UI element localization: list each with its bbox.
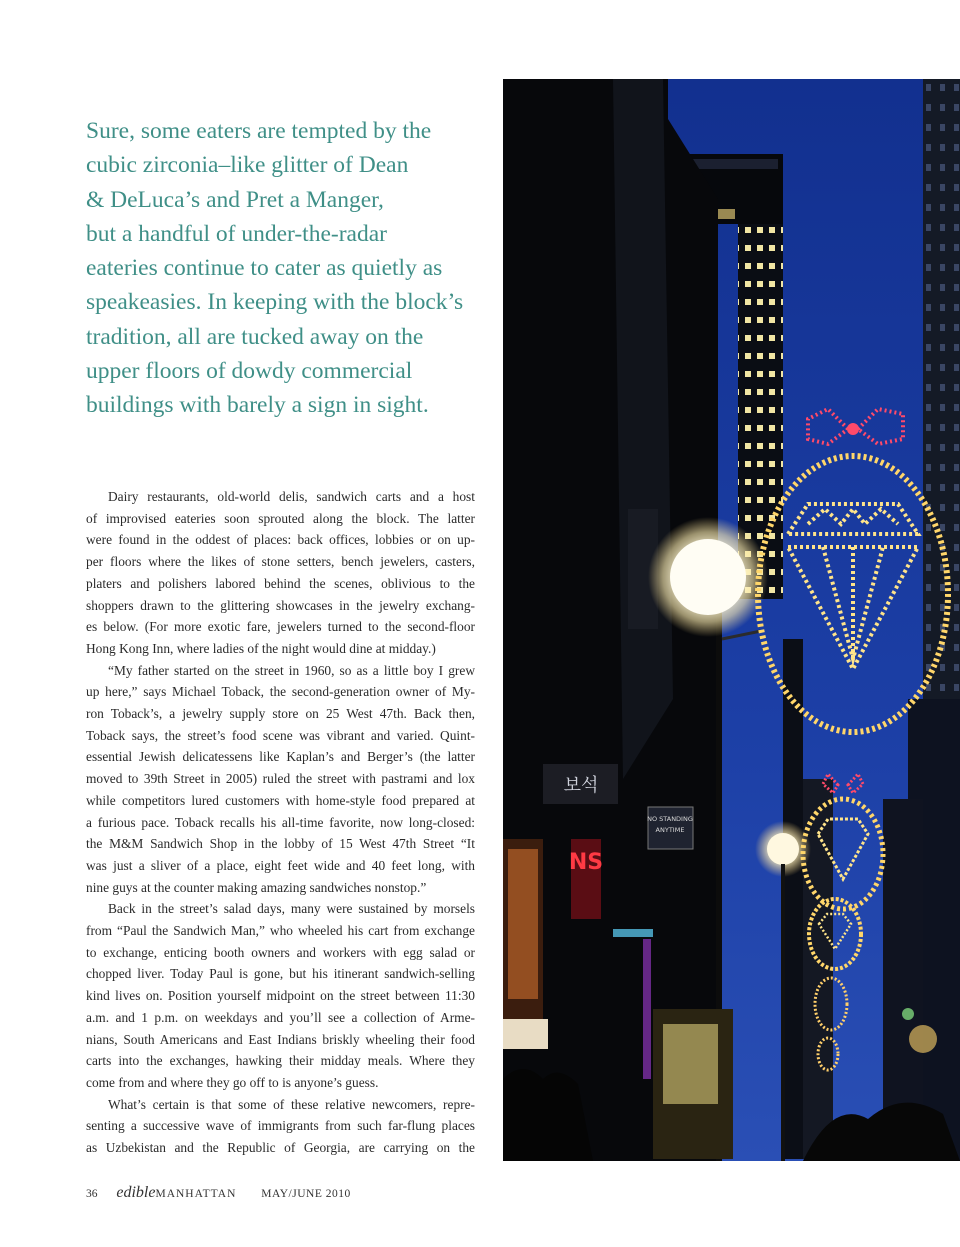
body-line: senting a successive wave of immigrants from such far-flung places (86, 1118, 475, 1134)
body-line: chopped liver. Today Paul is gone, but his itinerant sandwich-selling (86, 966, 475, 982)
page-footer (86, 1184, 351, 1202)
body-line: as Uzbekistan and the Republic of Georgia, are carrying on the (86, 1140, 475, 1156)
no-standing-text: NO STANDING (647, 815, 693, 823)
pull-quote-line: cubic zirconia–like glitter of Dean (86, 152, 409, 179)
body-line: Hong Kong Inn, where ladies of the night would dine at midday.) (86, 640, 436, 656)
body-line: up here,” says Michael Toback, the second-generation owner of My- (86, 684, 475, 700)
body-line: platers and polishers labored behind the scenes, oblivious to the (86, 575, 475, 591)
body-line: moved to 39th Street in 2005) ruled the street with pastrami and lox (86, 771, 475, 787)
street-lamp (670, 539, 746, 615)
pull-quote-line: tradition, all are tucked away on the (86, 323, 424, 350)
pull-quote (86, 114, 478, 423)
body-line: ron Toback’s, a jewelry supply store on 25 West 47th. Back then, (86, 706, 475, 722)
body-line: “My father started on the street in 1960, so as a little boy I grew (108, 662, 475, 678)
pull-quote-line: speakeasies. In keeping with the block’s (86, 289, 464, 316)
body-line: What’s certain is that some of these relative newcomers, repre- (108, 1096, 475, 1112)
street-photo (503, 79, 960, 1161)
pull-quote-line: Sure, some eaters are tempted by the (86, 118, 432, 144)
pull-quote-line: but a handful of under-the-radar (86, 220, 387, 247)
page-number: 36 (86, 1188, 98, 1200)
pull-quote-line: buildings with barely a sign in sight. (86, 392, 429, 419)
body-line: kind lives on. Position yourself midpoint on the street between 11:30 (86, 988, 475, 1004)
body-line: Back in the street’s salad days, many were sustained by morsels (108, 901, 475, 917)
body-line: nine guys at the counter making amazing sandwiches nonstop.” (86, 879, 427, 895)
body-line: from “Paul the Sandwich Man,” who wheeled his cart from exchange (86, 923, 475, 939)
body-line: Toback says, the street’s food scene was vibrant and varied. Quint- (86, 727, 475, 743)
body-line: of improvised eateries soon sprouted along the block. The latter (86, 510, 475, 526)
body-line: shoppers drawn to the glittering showcases in the jewelry exchang- (86, 597, 475, 613)
korean-sign-text: 보석 (563, 775, 599, 796)
red-neon-text: NS (568, 850, 604, 875)
body-line: es below. (For more exotic fare, jewelers turned to the second-floor (86, 619, 475, 635)
magazine-logo-script: edible (116, 1184, 156, 1201)
body-line: was just a sliver of a place, eight feet wide and 40 feet long, with (86, 857, 475, 873)
body-line: come from and where they go off to is anyone’s guess. (86, 1074, 379, 1090)
magazine-logo-name: MANHATTAN (155, 1188, 237, 1200)
body-line: essential Jewish delicatessens like Kaplan’s and Berger’s (the latter (86, 749, 475, 765)
body-line: a furious pace. Toback recalls his all-time favorite, now long-closed: (86, 814, 475, 830)
pull-quote-line: upper floors of dowdy commercial (86, 358, 413, 385)
body-line: nians, South Americans and East Indians briskly wheeling their food (86, 1031, 475, 1047)
pull-quote-line: & DeLuca’s and Pret a Manger, (86, 186, 384, 213)
body-line: while competitors lured customers with home-style food prepared at (86, 792, 475, 808)
small-street-lamp (767, 833, 799, 865)
body-line: the M&M Sandwich Shop in the lobby of 15 West 47th Street “It (86, 836, 475, 852)
article-body (86, 486, 475, 1159)
body-line: to exchange, enticing booth owners and workers with egg salad or (86, 944, 475, 960)
body-line: a.m. and 1 p.m. on weekdays and you’ll see a collection of Arme- (86, 1009, 475, 1025)
pull-quote-line: eateries continue to cater as quietly as (86, 255, 443, 282)
anytime-text: ANYTIME (655, 826, 685, 834)
body-line: were found in the oddest of places: back offices, lobbies or on up- (86, 532, 475, 548)
issue-date: MAY/JUNE 2010 (261, 1188, 351, 1200)
body-line: carts into the exchanges, hawking their midday meals. Where they (86, 1053, 475, 1069)
body-line: Dairy restaurants, old-world delis, sandwich carts and a host (108, 489, 475, 504)
body-line: per floors where the likes of stone setters, bench jewelers, casters, (86, 554, 475, 570)
